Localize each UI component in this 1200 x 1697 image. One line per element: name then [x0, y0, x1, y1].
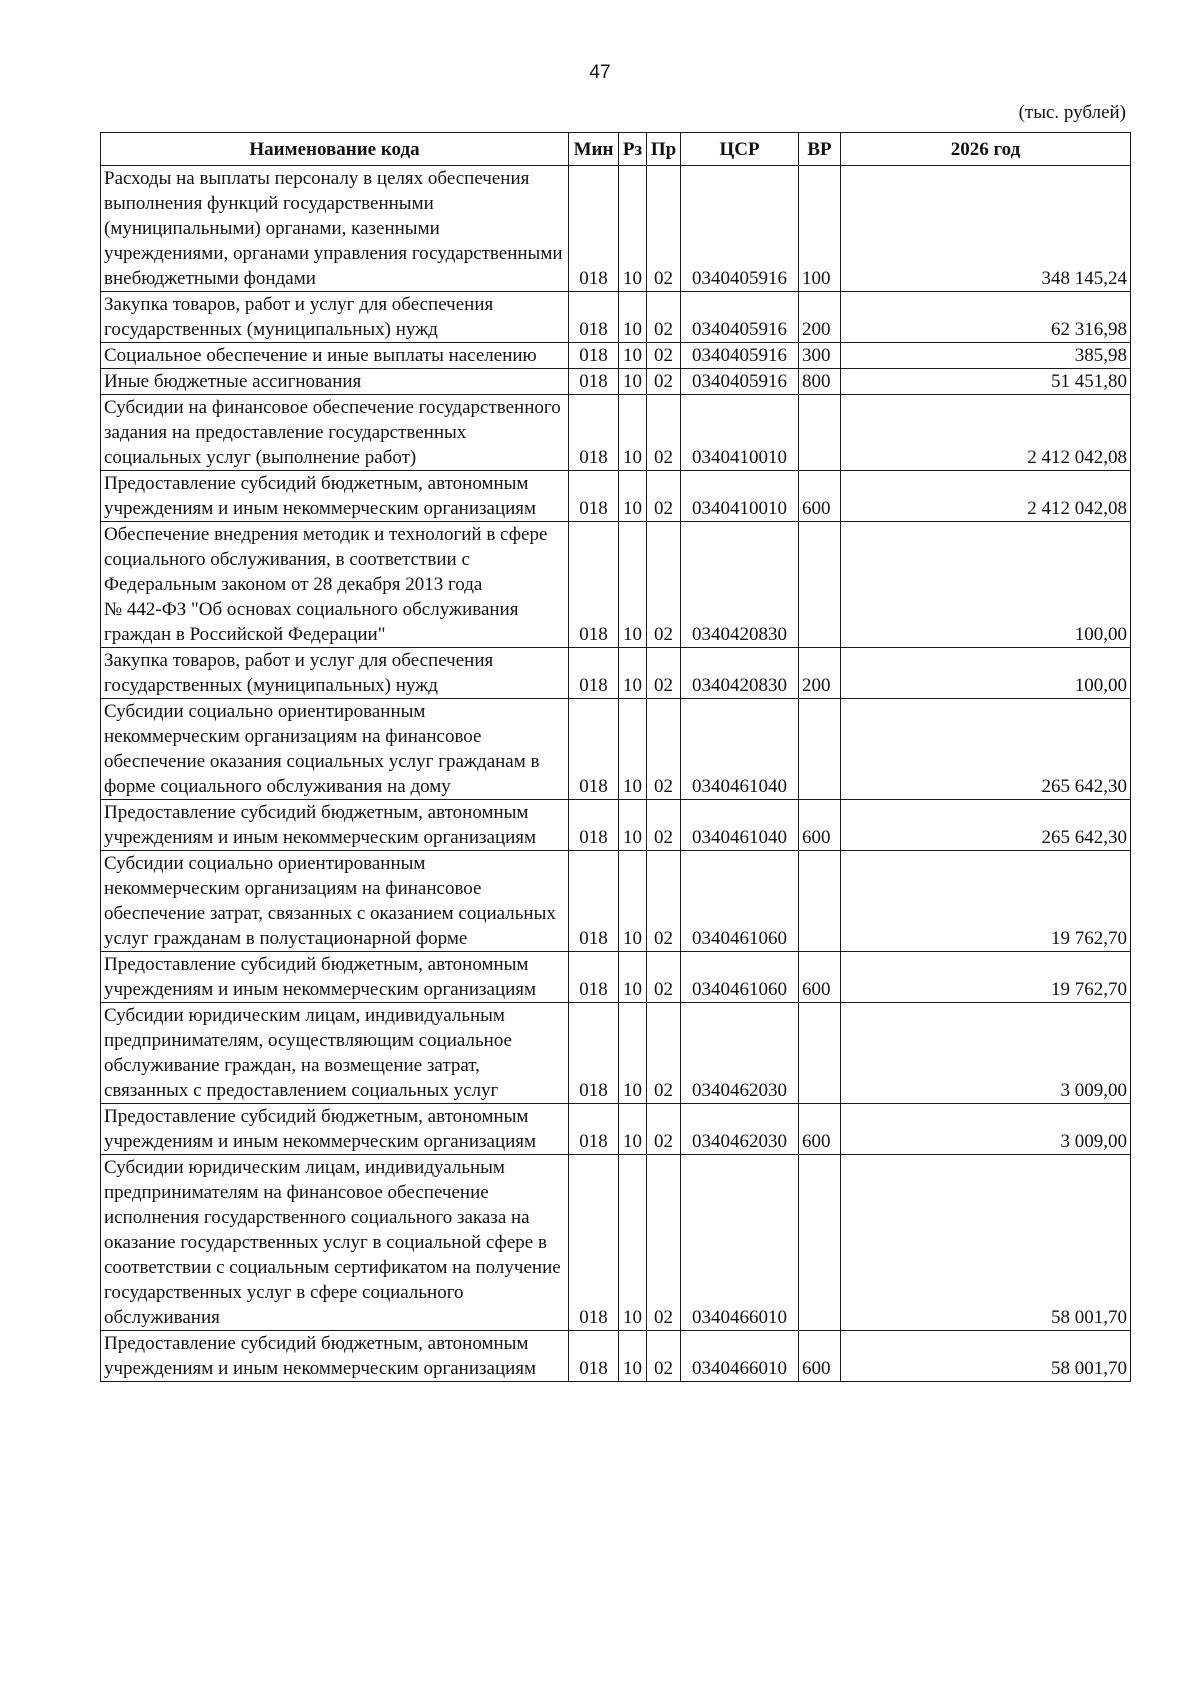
cell-pr: 02 — [647, 395, 681, 471]
cell-sum: 385,98 — [841, 343, 1131, 369]
table-row — [101, 699, 1131, 800]
cell-name: Предоставление субсидий бюджетным, автономным учреждениям и иным некоммерческим организациям — [101, 471, 569, 522]
cell-name: Социальное обеспечение и иные выплаты населению — [101, 343, 569, 369]
cell-name: Субсидии социально ориентированным некоммерческим организациям на финансовое обеспечение затрат, связанных с оказанием социальных услуг гражданам в полустационарной форме — [101, 851, 569, 952]
units-label: (тыс. рублей) — [1018, 102, 1126, 123]
cell-min: 018 — [569, 800, 619, 851]
cell-min: 018 — [569, 471, 619, 522]
cell-min: 018 — [569, 851, 619, 952]
cell-rz: 10 — [619, 395, 647, 471]
cell-vr: 600 — [799, 1331, 841, 1382]
cell-rz: 10 — [619, 292, 647, 343]
cell-sum: 265 642,30 — [841, 699, 1131, 800]
cell-name: Закупка товаров, работ и услуг для обеспечения государственных (муниципальных) нужд — [101, 648, 569, 699]
cell-pr: 02 — [647, 699, 681, 800]
cell-vr — [799, 1155, 841, 1331]
cell-min: 018 — [569, 395, 619, 471]
cell-min: 018 — [569, 166, 619, 292]
table-row — [101, 1104, 1131, 1155]
cell-vr — [799, 851, 841, 952]
cell-csr: 0340420830 — [681, 648, 799, 699]
cell-pr: 02 — [647, 471, 681, 522]
cell-sum: 19 762,70 — [841, 952, 1131, 1003]
cell-rz: 10 — [619, 369, 647, 395]
cell-vr — [799, 395, 841, 471]
cell-name: Предоставление субсидий бюджетным, автономным учреждениям и иным некоммерческим организациям — [101, 952, 569, 1003]
cell-vr — [799, 1003, 841, 1104]
table-body — [101, 166, 1131, 1382]
cell-rz: 10 — [619, 1331, 647, 1382]
cell-min: 018 — [569, 1003, 619, 1104]
cell-sum: 19 762,70 — [841, 851, 1131, 952]
cell-min: 018 — [569, 1104, 619, 1155]
cell-pr: 02 — [647, 952, 681, 1003]
cell-rz: 10 — [619, 166, 647, 292]
header-csr: ЦСР — [681, 133, 799, 166]
cell-pr: 02 — [647, 1331, 681, 1382]
cell-sum: 3 009,00 — [841, 1104, 1131, 1155]
header-year: 2026 год — [841, 133, 1131, 166]
cell-sum: 100,00 — [841, 648, 1131, 699]
cell-min: 018 — [569, 699, 619, 800]
table-row — [101, 471, 1131, 522]
cell-min: 018 — [569, 648, 619, 699]
table-row — [101, 800, 1131, 851]
table-row — [101, 369, 1131, 395]
cell-name: Субсидии на финансовое обеспечение государственного задания на предоставление государственных социальных услуг (выполнение работ) — [101, 395, 569, 471]
cell-name: Субсидии юридическим лицам, индивидуальным предпринимателям на финансовое обеспечение исполнения государственного социального заказа на оказание государственных услуг в социальной сфере в соответствии с социальным сертификатом на получение государственных услуг в сфере социального обслуживания — [101, 1155, 569, 1331]
cell-rz: 10 — [619, 952, 647, 1003]
table-row — [101, 395, 1131, 471]
cell-rz: 10 — [619, 522, 647, 648]
cell-vr: 800 — [799, 369, 841, 395]
cell-csr: 0340466010 — [681, 1155, 799, 1331]
cell-pr: 02 — [647, 343, 681, 369]
cell-sum: 58 001,70 — [841, 1155, 1131, 1331]
cell-rz: 10 — [619, 471, 647, 522]
cell-rz: 10 — [619, 699, 647, 800]
cell-pr: 02 — [647, 1003, 681, 1104]
cell-rz: 10 — [619, 1155, 647, 1331]
table-row — [101, 292, 1131, 343]
cell-csr: 0340405916 — [681, 369, 799, 395]
cell-csr: 0340466010 — [681, 1331, 799, 1382]
cell-vr: 200 — [799, 648, 841, 699]
cell-sum: 348 145,24 — [841, 166, 1131, 292]
cell-csr: 0340410010 — [681, 395, 799, 471]
cell-sum: 2 412 042,08 — [841, 471, 1131, 522]
cell-pr: 02 — [647, 1104, 681, 1155]
cell-min: 018 — [569, 952, 619, 1003]
cell-name: Обеспечение внедрения методик и технологий в сфере социального обслуживания, в соответствии с Федеральным законом от 28 декабря 2013 года № 442-ФЗ "Об основах социального обслуживания граждан в Российской Федерации" — [101, 522, 569, 648]
cell-csr: 0340461060 — [681, 851, 799, 952]
cell-pr: 02 — [647, 800, 681, 851]
cell-sum: 62 316,98 — [841, 292, 1131, 343]
cell-name: Расходы на выплаты персоналу в целях обеспечения выполнения функций государственными (муниципальными) органами, казенными учреждениями, органами управления государственными внебюджетными фондами — [101, 166, 569, 292]
cell-csr: 0340405916 — [681, 166, 799, 292]
cell-csr: 0340462030 — [681, 1104, 799, 1155]
cell-pr: 02 — [647, 369, 681, 395]
cell-pr: 02 — [647, 292, 681, 343]
header-pr: Пр — [647, 133, 681, 166]
cell-sum: 2 412 042,08 — [841, 395, 1131, 471]
budget-table — [100, 132, 1131, 1382]
cell-csr: 0340462030 — [681, 1003, 799, 1104]
table-row — [101, 1155, 1131, 1331]
header-name: Наименование кода — [101, 133, 569, 166]
cell-vr: 200 — [799, 292, 841, 343]
cell-min: 018 — [569, 369, 619, 395]
cell-sum: 58 001,70 — [841, 1331, 1131, 1382]
cell-vr: 600 — [799, 471, 841, 522]
cell-name: Иные бюджетные ассигнования — [101, 369, 569, 395]
table-row — [101, 1331, 1131, 1382]
cell-min: 018 — [569, 522, 619, 648]
table-row — [101, 851, 1131, 952]
header-min: Мин — [569, 133, 619, 166]
cell-vr: 100 — [799, 166, 841, 292]
table-row — [101, 166, 1131, 292]
header-vr: ВР — [799, 133, 841, 166]
cell-pr: 02 — [647, 166, 681, 292]
cell-min: 018 — [569, 1331, 619, 1382]
table-row — [101, 648, 1131, 699]
page-number: 47 — [589, 62, 611, 83]
cell-vr — [799, 699, 841, 800]
cell-csr: 0340410010 — [681, 471, 799, 522]
cell-sum: 51 451,80 — [841, 369, 1131, 395]
cell-rz: 10 — [619, 1003, 647, 1104]
cell-min: 018 — [569, 343, 619, 369]
cell-pr: 02 — [647, 522, 681, 648]
cell-vr: 600 — [799, 952, 841, 1003]
cell-csr: 0340405916 — [681, 343, 799, 369]
cell-pr: 02 — [647, 648, 681, 699]
cell-rz: 10 — [619, 800, 647, 851]
cell-sum: 265 642,30 — [841, 800, 1131, 851]
cell-rz: 10 — [619, 648, 647, 699]
cell-sum: 3 009,00 — [841, 1003, 1131, 1104]
cell-csr: 0340461040 — [681, 699, 799, 800]
cell-csr: 0340461060 — [681, 952, 799, 1003]
cell-sum: 100,00 — [841, 522, 1131, 648]
cell-pr: 02 — [647, 851, 681, 952]
cell-vr — [799, 522, 841, 648]
cell-csr: 0340420830 — [681, 522, 799, 648]
cell-min: 018 — [569, 292, 619, 343]
cell-vr: 600 — [799, 800, 841, 851]
cell-vr: 300 — [799, 343, 841, 369]
table-row — [101, 522, 1131, 648]
table-header-row — [101, 133, 1131, 166]
cell-csr: 0340405916 — [681, 292, 799, 343]
cell-rz: 10 — [619, 343, 647, 369]
table-row — [101, 1003, 1131, 1104]
header-rz: Рз — [619, 133, 647, 166]
table-row — [101, 343, 1131, 369]
cell-min: 018 — [569, 1155, 619, 1331]
table-row — [101, 952, 1131, 1003]
cell-vr: 600 — [799, 1104, 841, 1155]
cell-csr: 0340461040 — [681, 800, 799, 851]
cell-name: Предоставление субсидий бюджетным, автономным учреждениям и иным некоммерческим организациям — [101, 1104, 569, 1155]
cell-pr: 02 — [647, 1155, 681, 1331]
cell-rz: 10 — [619, 1104, 647, 1155]
cell-name: Предоставление субсидий бюджетным, автономным учреждениям и иным некоммерческим организациям — [101, 800, 569, 851]
cell-name: Субсидии социально ориентированным некоммерческим организациям на финансовое обеспечение оказания социальных услуг гражданам в форме социального обслуживания на дому — [101, 699, 569, 800]
cell-name: Закупка товаров, работ и услуг для обеспечения государственных (муниципальных) нужд — [101, 292, 569, 343]
cell-name: Субсидии юридическим лицам, индивидуальным предпринимателям, осуществляющим социальное обслуживание граждан, на возмещение затрат, связанных с предоставлением социальных услуг — [101, 1003, 569, 1104]
cell-name: Предоставление субсидий бюджетным, автономным учреждениям и иным некоммерческим организациям — [101, 1331, 569, 1382]
cell-rz: 10 — [619, 851, 647, 952]
